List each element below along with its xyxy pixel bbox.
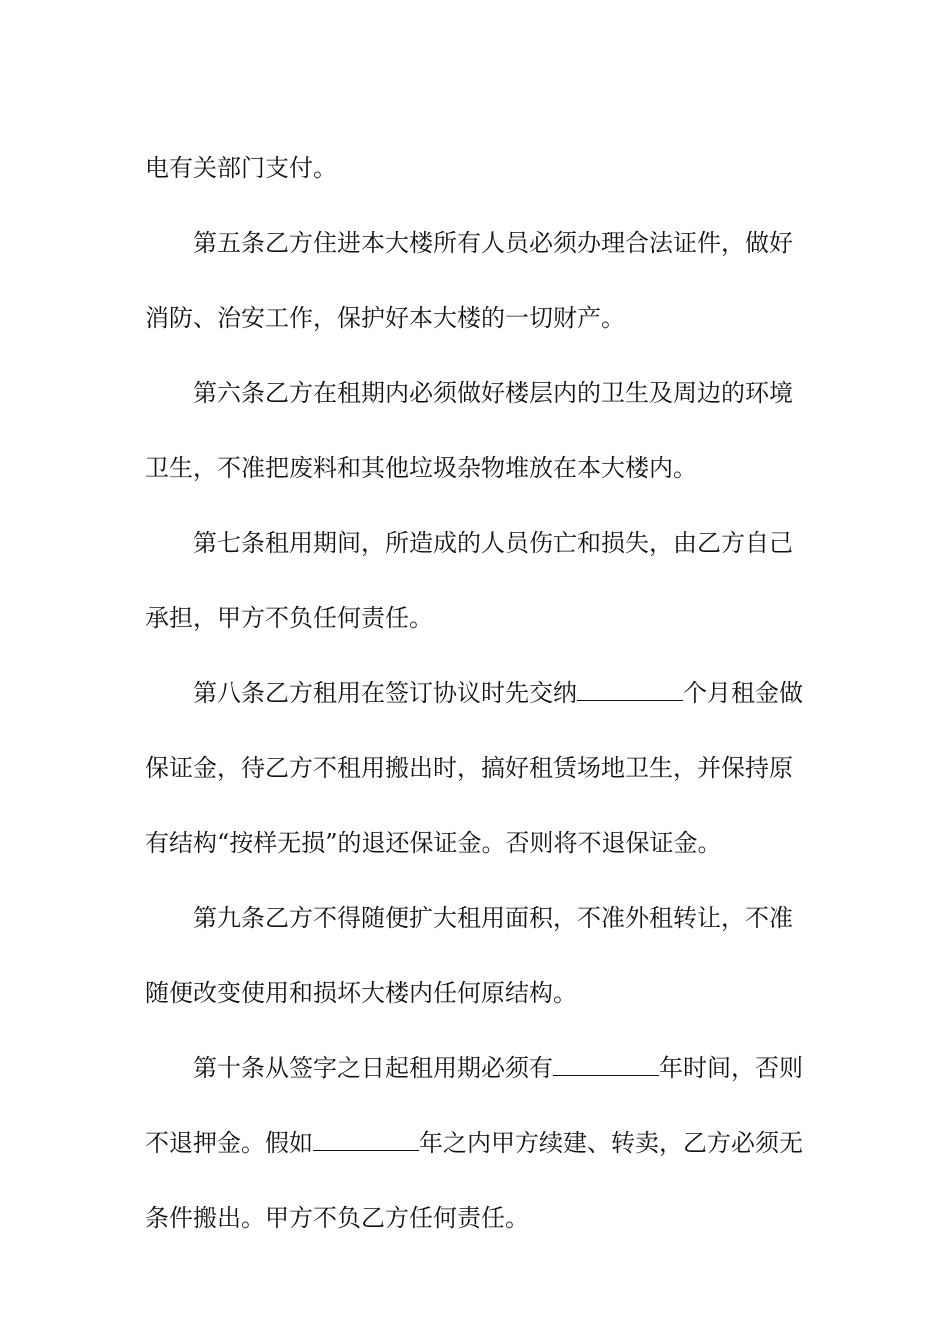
article-8-line-2: 保证金，待乙方不租用搬出时，搞好租赁场地卫生，并保持原 (145, 754, 793, 782)
article-10-text-after: 年时间，否则 (659, 1054, 803, 1082)
lease-years-blank (553, 1053, 659, 1076)
years-within-blank (313, 1128, 419, 1151)
article-10-line-2-before: 不退押金。假如 (145, 1129, 313, 1157)
article-5-line-2: 消防、治安工作，保护好本大楼的一切财产。 (145, 304, 625, 332)
article-6-line-1: 第六条乙方在租期内必须做好楼层内的卫生及周边的环境 (193, 379, 793, 407)
article-7-line-2: 承担，甲方不负任何责任。 (145, 604, 433, 632)
article-10-line-2 (145, 1106, 813, 1181)
article-8-line-1 (145, 656, 813, 731)
article-10-line-1 (145, 1031, 813, 1106)
article-10-line-2-after: 年之内甲方续建、转卖，乙方必须无 (419, 1129, 803, 1157)
article-7-line-1: 第七条租用期间，所造成的人员伤亡和损失，由乙方自己 (193, 529, 793, 557)
text-line: 电有关部门支付。 (145, 154, 337, 182)
article-10-text-before: 第十条从签字之日起租用期必须有 (193, 1054, 553, 1082)
article-8-text-before: 第八条乙方租用在签订协议时先交纳 (193, 679, 577, 707)
article-9-line-2: 随便改变使用和损坏大楼内任何原结构。 (145, 979, 577, 1007)
deposit-months-blank (577, 678, 683, 701)
article-5-line-1: 第五条乙方住进本大楼所有人员必须办理合法证件，做好 (193, 229, 793, 257)
article-9-line-1: 第九条乙方不得随便扩大租用面积，不准外租转让，不准 (193, 904, 793, 932)
article-6-line-2: 卫生，不准把废料和其他垃圾杂物堆放在本大楼内。 (145, 454, 697, 482)
article-10-line-3: 条件搬出。甲方不负乙方任何责任。 (145, 1204, 529, 1232)
article-8-text-after: 个月租金做 (683, 679, 803, 707)
contract-body (145, 131, 813, 1256)
article-8-line-3: 有结构“按样无损”的退还保证金。否则将不退保证金。 (145, 829, 722, 857)
